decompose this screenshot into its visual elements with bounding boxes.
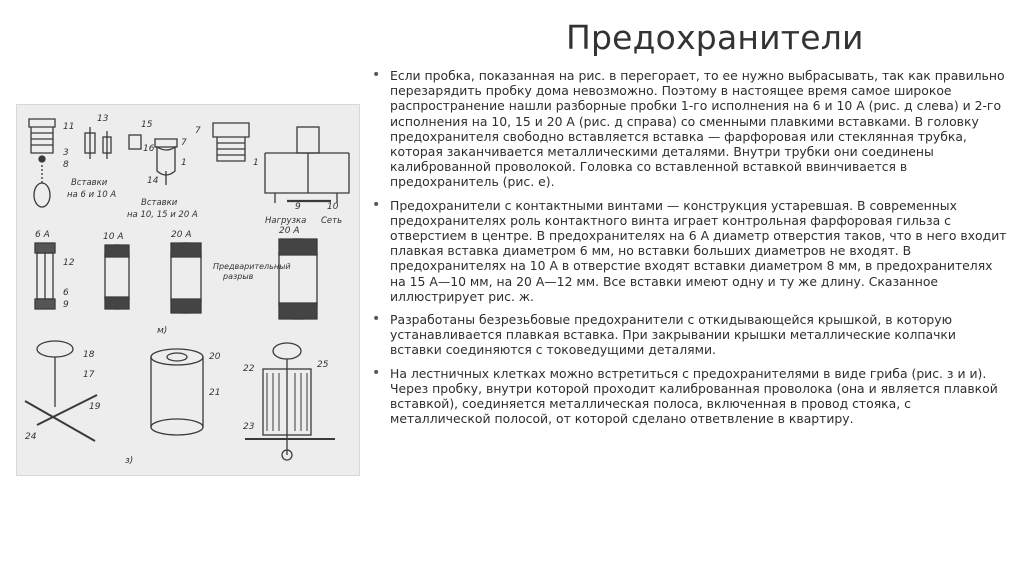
fig-label-3: 3 — [63, 148, 69, 158]
fuse-body-shape — [31, 127, 53, 153]
fig-label-16: 16 — [143, 144, 155, 154]
fig-label-z: з) — [125, 456, 134, 466]
bullet-list — [370, 68, 1010, 434]
fig-caption-inserts-2: Вставки — [141, 198, 178, 208]
fig-label-1a: 1 — [181, 158, 187, 168]
fig-label-7b: 7 — [195, 126, 201, 136]
fig-label-24: 24 — [25, 432, 37, 442]
fig-label-21: 21 — [209, 388, 221, 398]
fig-label-20a: 20 А — [171, 230, 192, 240]
fig-label-9b: 9 — [63, 300, 69, 310]
fig-caption-prebreak: Предварительный — [213, 262, 291, 271]
fig-label-12: 12 — [63, 258, 75, 268]
fig-label-14: 14 — [147, 176, 159, 186]
bullet-item: • Разработаны безрезьбовые предохранители с откидывающейся крышкой, в которую устанавливается плавкая вставка. При закрывании крышки металлические колпачки вставки соединяются с токоведущими деталями. — [370, 312, 1010, 358]
fig-label-22: 22 — [243, 364, 255, 374]
bullet-item: • Предохранители с контактными винтами — конструкция устаревшая. В современных предохранителях роль контактного винта играет контрольная фарфоровая гильза с отверстием в центре. В предохранителях на 6 А диаметр отверстия таков, что в него входит плавкая вставка диаметром 6 мм, но вставки больших диаметров не входят. В предохранителях на 10 А в отверстие входят вставки диаметром 8 мм, в предохранителях на 15 А—10 мм, на 20 А—12 мм. Все вставки имеют одну и ту же длину. Сказанное иллюстрирует рис. ж. — [370, 198, 1010, 304]
fig-label-8: 8 — [63, 160, 69, 170]
fig-label-15: 15 — [141, 120, 153, 130]
bullet-item: • Если пробка, показанная на рис. в перегорает, то ее нужно выбрасывать, так как правильно перезарядить пробку дома невозможно. Поэтому в настоящее время самое широкое распространение нашли разборные пробки 1-го исполнения на 6 и 10 А (рис. д слева) и 2-го исполнения на 10, 15 и 20 А (рис. д справа) со сменными плавкими вставками. В головку предохранителя свободно вставляется вставка — фарфоровая или стеклянная трубка, которая заканчивается металлическими деталями. Внутри трубки они соединены калиброванной проволокой. Головка со вставленной вставкой ввинчивается в предохранитель (рис. е). — [370, 68, 1010, 190]
fig-label-6: 6 — [63, 288, 69, 298]
fig-label-18: 18 — [83, 350, 95, 360]
fig-label-11: 11 — [63, 122, 75, 132]
fig-label-9: 9 — [295, 202, 301, 212]
fig-label-10a: 10 А — [103, 232, 124, 242]
fuse-diagram-figure — [16, 104, 360, 476]
fuse-cap-shape — [29, 119, 55, 127]
fig-caption-inserts-1b: на 6 и 10 А — [67, 190, 117, 200]
bullet-item: • На лестничных клетках можно встретиться с предохранителями в виде гриба (рис. з и и). Через пробку, внутри которой проходит калиброванная проволока (она и является плавкой вставкой), соединяется металлическая полоса, включенная в провод стояка, с металлической полосой, от которой сделано ответвление в квартиру. — [370, 366, 1010, 427]
fig-caption-network: Сеть — [321, 216, 343, 226]
page-title: Предохранители — [566, 18, 864, 57]
fig-label-17: 17 — [83, 370, 95, 380]
fig-label-20a-b: 20 А — [279, 226, 300, 236]
fig-label-19: 19 — [89, 402, 101, 412]
fig-label-20: 20 — [209, 352, 221, 362]
fig-label-m: м) — [157, 326, 168, 336]
fig-caption-inserts-1: Вставки — [71, 178, 108, 188]
fig-label-7a: 7 — [181, 138, 187, 148]
fig-caption-prebreak-2: разрыв — [223, 272, 254, 281]
fuse-diagram — [17, 105, 359, 475]
fig-label-13: 13 — [97, 114, 109, 124]
fig-label-1b: 1 — [253, 158, 259, 168]
fig-label-10: 10 — [327, 202, 339, 212]
fig-label-6a: 6 А — [35, 230, 50, 240]
fig-label-25: 25 — [317, 360, 329, 370]
fig-caption-load: Нагрузка — [265, 216, 307, 226]
fig-caption-inserts-2b: на 10, 15 и 20 А — [127, 210, 198, 220]
fig-label-23: 23 — [243, 422, 255, 432]
